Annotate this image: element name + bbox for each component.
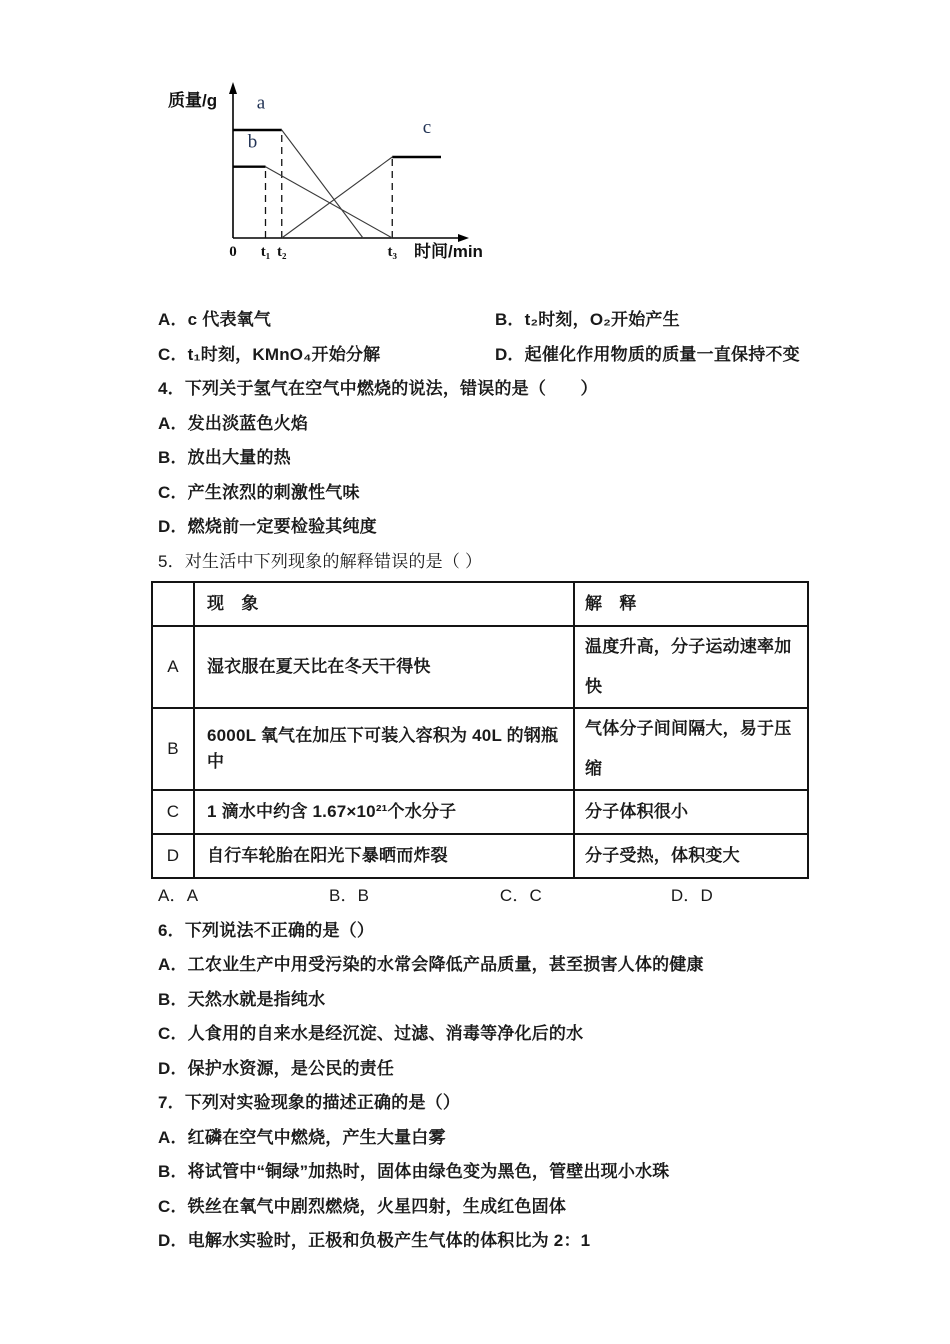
- q3-option-a: A．c 代表氧气: [158, 310, 272, 329]
- question-text-column: [158, 303, 820, 1259]
- q5-answer-b: B．B: [328, 886, 370, 905]
- table-header-row: [152, 582, 808, 626]
- header-cell-phenomenon: 现 象: [194, 582, 574, 626]
- series-b-segment-1: [266, 167, 393, 238]
- series-label-b: b: [247, 131, 258, 153]
- q5-answer-a: A．A: [158, 886, 199, 905]
- row-c-label: C: [152, 790, 194, 834]
- q7-option-b: B．将试管中“铜绿”加热时，固体由绿色变为黑色，管壁出现小水珠: [158, 1162, 670, 1181]
- q3-options-row-1: [158, 303, 820, 338]
- header-cell-blank: [152, 582, 194, 626]
- table-row-a: [152, 626, 808, 708]
- q3-options-row-2: [158, 338, 820, 373]
- q4-option-b: B．放出大量的热: [158, 448, 291, 467]
- x-axis-arrow: [458, 234, 469, 242]
- phenomena-explanation-table: [151, 581, 809, 879]
- row-d-phenomenon: 自行车轮胎在阳光下暴晒而炸裂: [194, 834, 574, 878]
- q6-option-a: A．工农业生产中用受污染的水常会降低产品质量，甚至损害人体的健康: [158, 955, 704, 974]
- x-tick-t₂: t₂: [277, 244, 287, 260]
- q7-stem: 7．下列对实验现象的描述正确的是（）: [158, 1093, 461, 1112]
- q3-option-b: B．t₂时刻，O₂开始产生: [494, 310, 680, 329]
- row-b-phenomenon: 6000L 氧气在加压下可装入容积为 40L 的钢瓶中: [194, 708, 574, 790]
- table-row-c: [152, 790, 808, 834]
- q7-option-d: D．电解水实验时，正极和负极产生气体的体积比为 2：1: [158, 1231, 591, 1250]
- y-axis-arrow: [229, 82, 237, 94]
- series-label-c: c: [422, 117, 432, 139]
- series-c-segment-0: [282, 157, 393, 238]
- q6-option-b: B．天然水就是指纯水: [158, 989, 326, 1009]
- q6-option-d: D．保护水资源，是公民的责任: [158, 1058, 395, 1078]
- q4-option-a: A．发出淡蓝色火焰: [158, 413, 309, 433]
- q5-answer-row: [158, 879, 820, 914]
- row-b-label: B: [152, 708, 194, 790]
- row-a-phenomenon: 湿衣服在夏天比在冬天干得快: [194, 626, 574, 708]
- header-cell-explanation: 解 释: [574, 582, 808, 626]
- x-tick-t₁: t₁: [260, 244, 271, 260]
- table-row-b: [152, 708, 808, 790]
- q6-stem: 6．下列说法不正确的是（）: [158, 920, 375, 940]
- row-d-label: D: [152, 834, 194, 878]
- q7-option-a: A．红磷在空气中燃烧，产生大量白雾: [158, 1127, 446, 1147]
- row-a-label: A: [152, 626, 194, 708]
- row-c-explanation: 分子体积很小: [574, 790, 808, 834]
- q4-option-d: D．燃烧前一定要检验其纯度: [158, 517, 377, 536]
- series-a-segment-1: [282, 130, 363, 238]
- row-d-explanation: 分子受热，体积变大: [574, 834, 808, 878]
- q3-option-d: D．起催化作用物质的质量一直保持不变: [494, 344, 800, 364]
- row-b-explanation: 气体分子间间隔大，易于压缩: [574, 708, 808, 790]
- table-row-d: [152, 834, 808, 878]
- q3-option-c: C．t₁时刻，KMnO₄开始分解: [158, 344, 381, 364]
- q7-option-c: C．铁丝在氧气中剧烈燃烧，火星四射，生成红色固体: [158, 1196, 567, 1216]
- q4-option-c: C．产生浓烈的刺激性气味: [158, 482, 360, 502]
- row-a-explanation: 温度升高，分子运动速率加快: [574, 626, 808, 708]
- x-tick-t₃: t₃: [387, 244, 397, 260]
- q5-stem: 5．对生活中下列现象的解释错误的是（ ）: [158, 551, 483, 571]
- x-axis-label: 时间/min: [414, 242, 483, 261]
- q6-option-c: C．人食用的自来水是经沉淀、过滤、消毒等净化后的水: [158, 1024, 584, 1043]
- q5-answer-c: C．C: [499, 886, 543, 905]
- mass-time-line-chart: [168, 80, 508, 280]
- question3-figure: [168, 80, 508, 280]
- y-axis-label: 质量/g: [168, 91, 218, 110]
- series-label-a: a: [256, 92, 266, 114]
- q5-answer-d: D．D: [670, 886, 713, 905]
- x-tick-0: 0: [229, 244, 237, 260]
- row-c-phenomenon: 1 滴水中约含 1.67×10²¹个水分子: [194, 790, 574, 834]
- q4-stem: 4．下列关于氢气在空气中燃烧的说法，错误的是（ ）: [158, 379, 598, 398]
